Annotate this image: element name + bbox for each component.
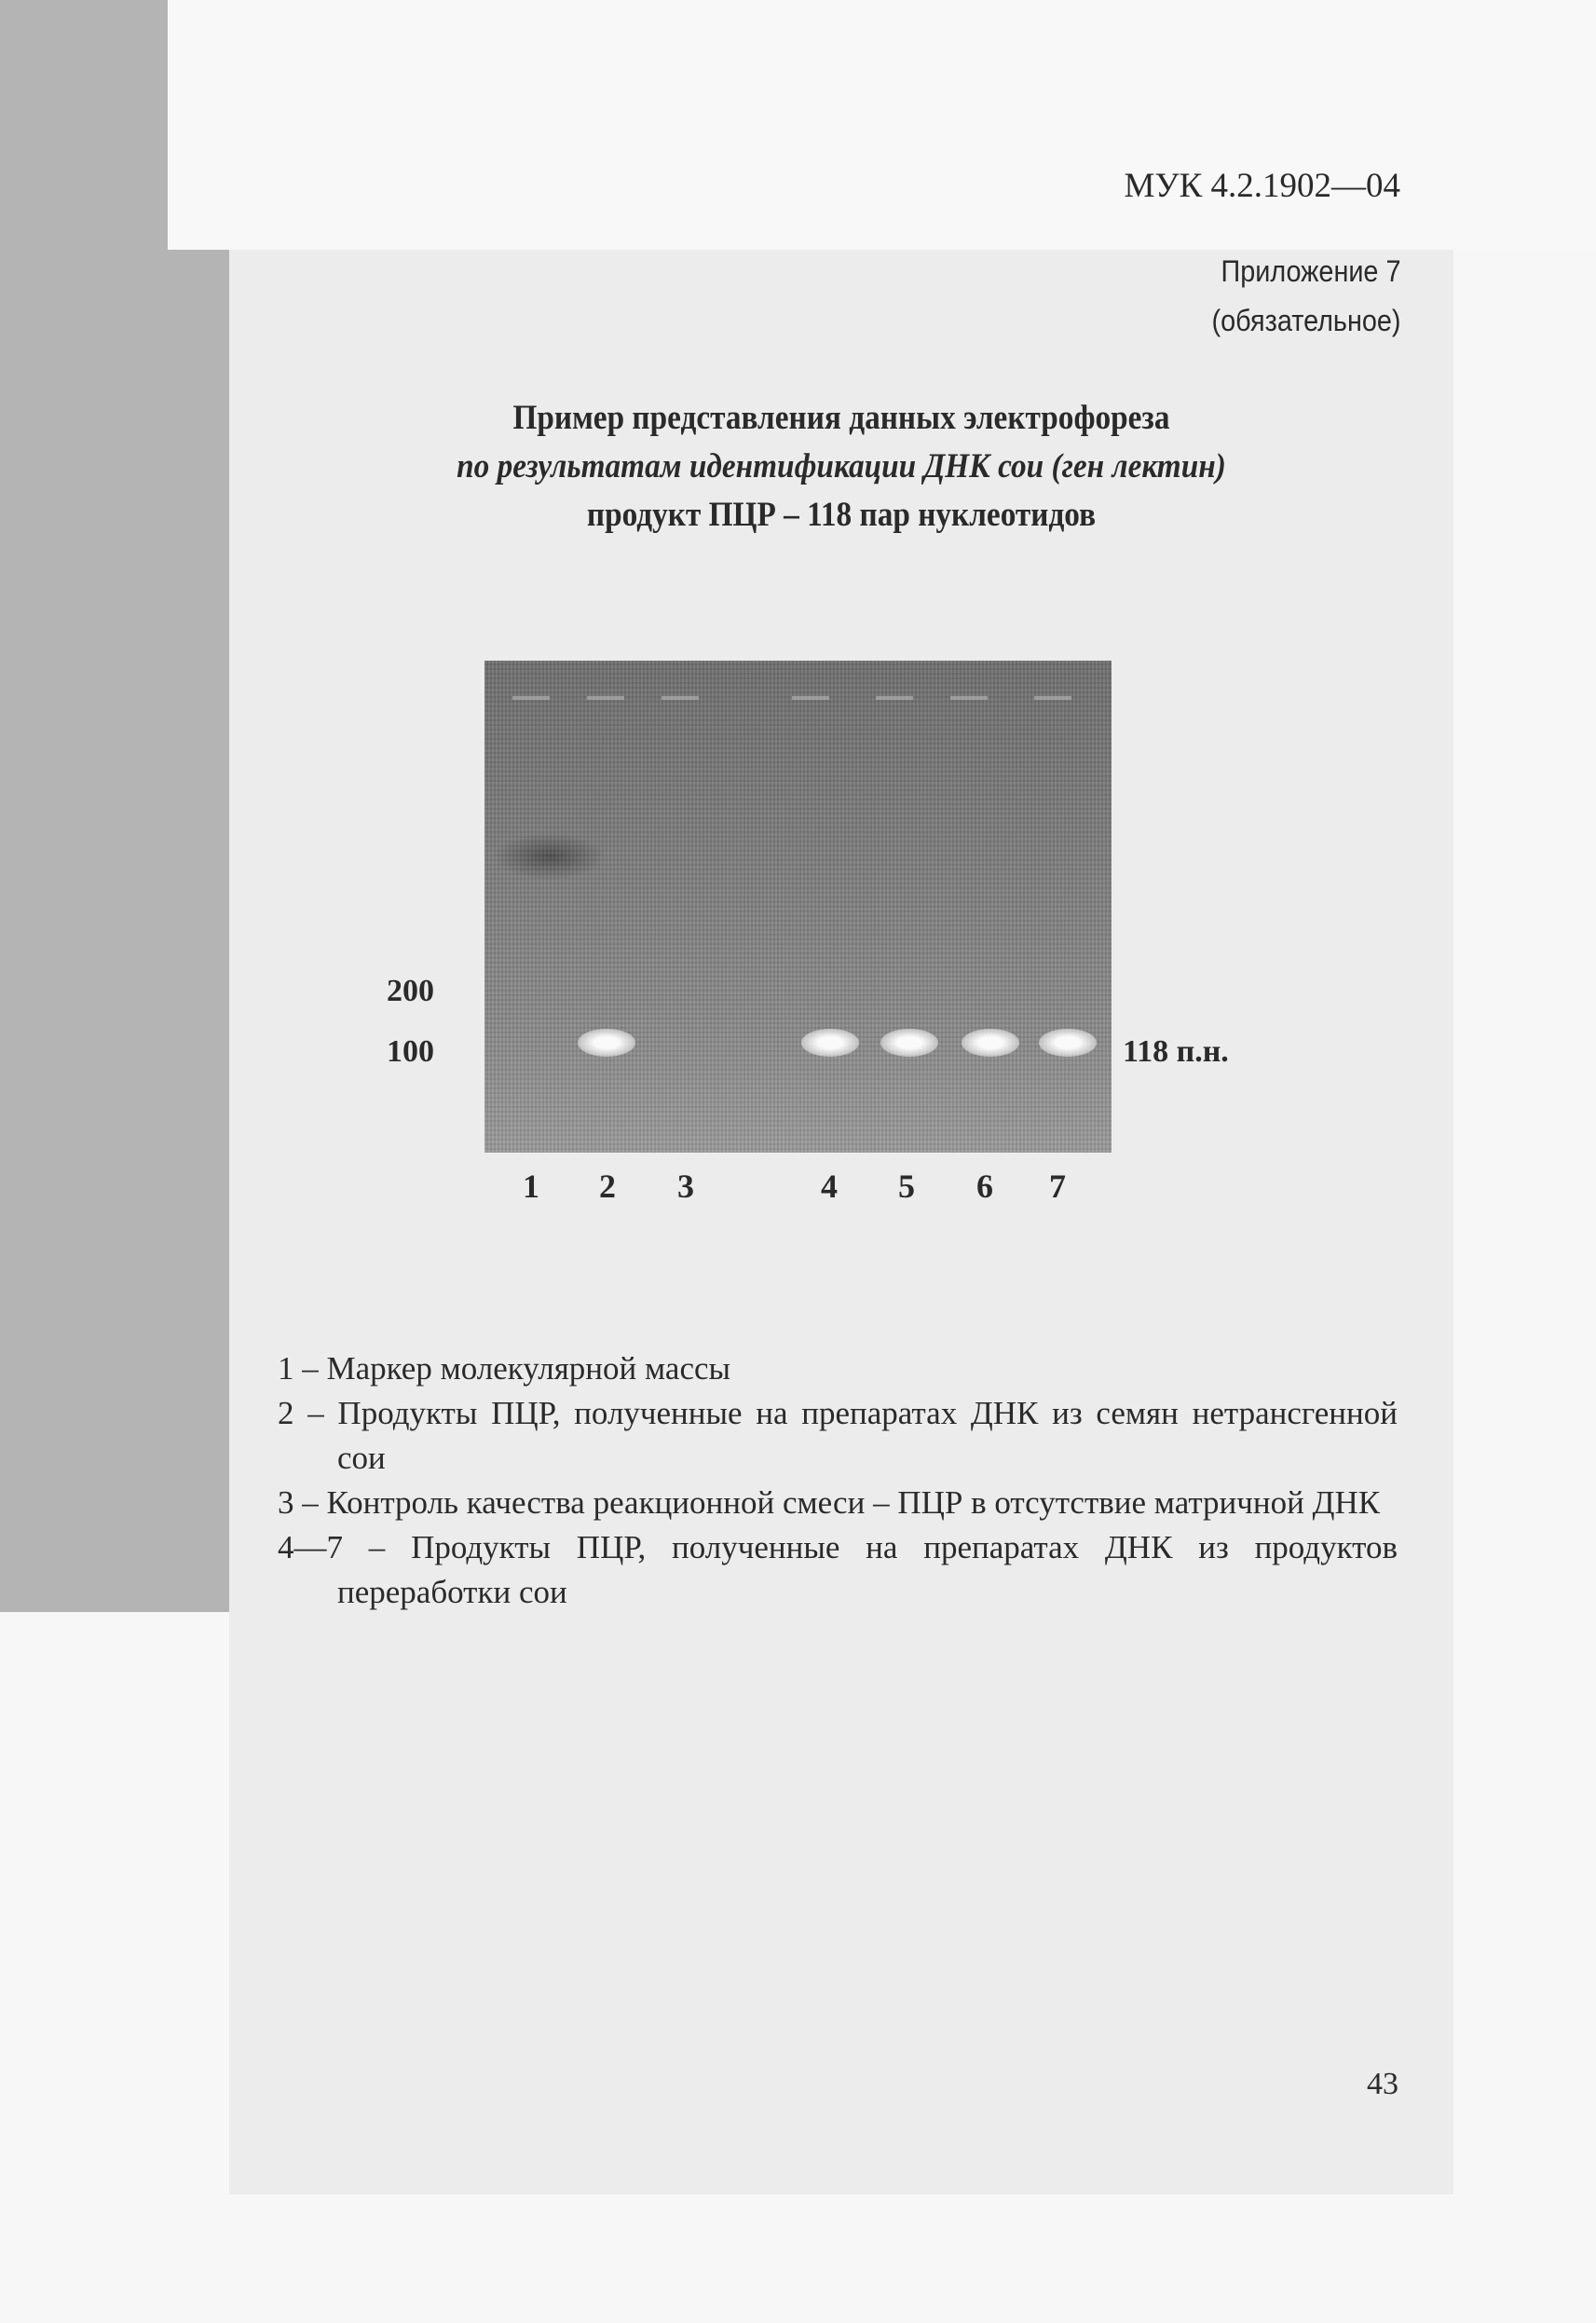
band-lane-2 [578,1029,635,1057]
title-line-1: Пример представления данных электрофореза [512,399,1170,437]
marker-label-100: 100 [387,1034,434,1069]
lane-number: 7 [1049,1168,1066,1205]
marker-label-200: 200 [387,974,434,1008]
lane-number: 6 [976,1168,993,1205]
title-line-2: по результатам идентификации ДНК сои (ген лектин) [457,447,1226,485]
band-lane-7 [1039,1029,1097,1057]
page-number: 43 [1367,2067,1398,2101]
lane-number: 4 [821,1168,838,1205]
appendix-number: Приложение 7 [1221,254,1400,288]
legend-item: 4—7 – Продукты ПЦР, полученные на препаратах ДНК из продуктов переработки сои [278,1529,1398,1610]
appendix-heading [1211,247,1400,346]
band-lane-6 [962,1029,1019,1057]
lane-number: 1 [523,1168,539,1205]
document-page [229,250,1453,2194]
lane-number: 3 [677,1168,694,1205]
legend-item: 1 – Маркер молекулярной массы [278,1350,731,1387]
band-lane-5 [880,1029,938,1057]
electrophoresis-gel-image [484,661,1112,1153]
scan-left-border-lower [0,250,229,1612]
figure-legend [278,1346,1398,1615]
lane-number: 2 [599,1168,616,1205]
legend-item: 2 – Продукты ПЦР, полученные на препаратах ДНК из семян нетрансгенной сои [278,1395,1398,1476]
scan-top-margin [168,0,1596,250]
product-size-label: 118 п.н. [1123,1034,1229,1069]
lane-number: 5 [898,1168,915,1205]
figure-title [229,394,1453,540]
legend-item: 3 – Контроль качества реакционной смеси – ПЦР в отсутствие матричной ДНК [278,1484,1381,1521]
title-line-3: продукт ПЦР – 118 пар нуклеотидов [586,496,1097,534]
document-code: МУК 4.2.1902—04 [1124,167,1400,205]
appendix-status: (обязательное) [1211,304,1400,337]
band-lane-4 [801,1029,859,1057]
